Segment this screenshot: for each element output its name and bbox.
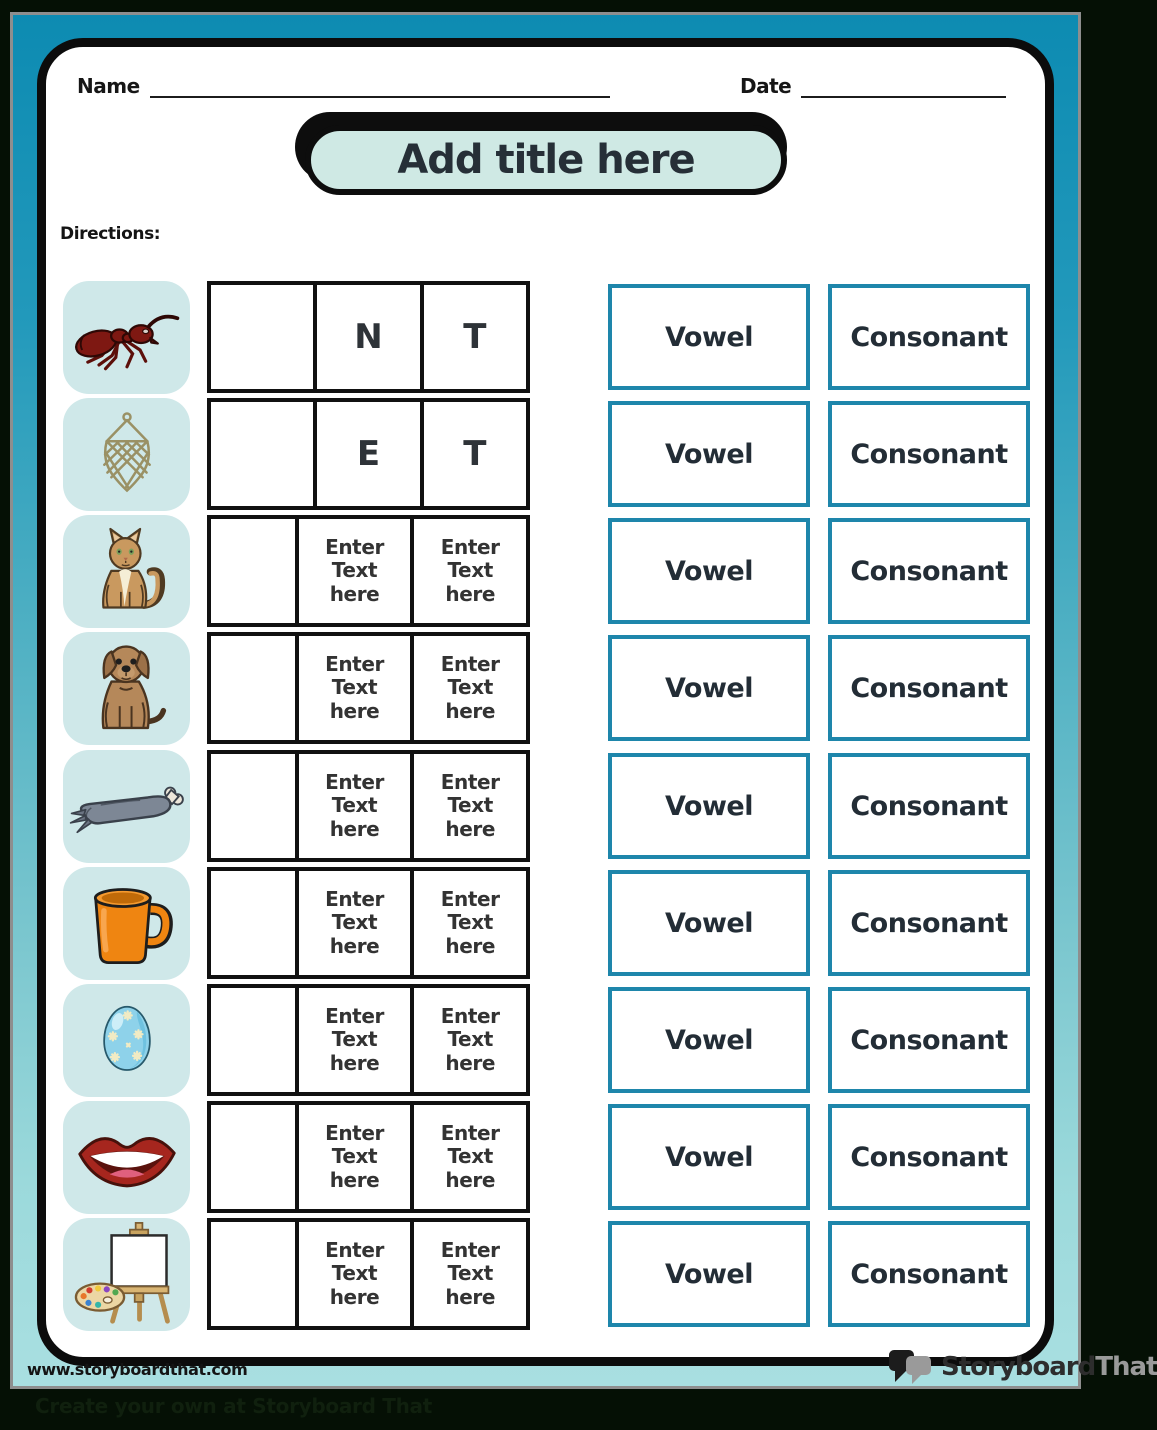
lips-icon <box>74 1117 180 1199</box>
consonant-button[interactable]: Consonant <box>828 870 1030 976</box>
net-icon <box>84 401 170 509</box>
logo-text-secondary: That <box>1095 1352 1157 1382</box>
letter-table <box>207 632 530 744</box>
egg-icon <box>90 990 164 1092</box>
storyboardthat-logo <box>888 1344 1157 1390</box>
bottom-note: Create your own at Storyboard That <box>35 1394 433 1418</box>
picture-card <box>63 632 190 745</box>
consonant-button[interactable]: Consonant <box>828 635 1030 741</box>
letter-cell-3[interactable]: Enter Text here <box>414 1222 526 1326</box>
letter-cell-1[interactable] <box>211 519 295 623</box>
letter-cell-2[interactable]: Enter Text here <box>299 871 411 975</box>
cat-icon <box>79 518 175 626</box>
worksheet-row <box>0 750 1091 863</box>
consonant-button[interactable]: Consonant <box>828 753 1030 859</box>
date-field <box>740 70 1006 98</box>
letter-cell-2[interactable]: Enter Text here <box>299 988 411 1092</box>
consonant-button[interactable]: Consonant <box>828 518 1030 624</box>
vowel-button[interactable]: Vowel <box>608 753 810 859</box>
consonant-button[interactable]: Consonant <box>828 987 1030 1093</box>
letter-table <box>207 984 530 1096</box>
vowel-button[interactable]: Vowel <box>608 635 810 741</box>
letter-cell-2[interactable]: N <box>317 285 419 389</box>
worksheet-row <box>0 867 1091 980</box>
title-banner <box>295 112 787 196</box>
footer-url: www.storyboardthat.com <box>27 1360 248 1379</box>
letter-cell-3[interactable]: Enter Text here <box>414 636 526 740</box>
letter-cell-1[interactable] <box>211 636 295 740</box>
letter-cell-3[interactable]: Enter Text here <box>414 1105 526 1209</box>
name-input-line[interactable] <box>150 70 610 98</box>
date-label: Date <box>740 74 792 98</box>
logo-text-primary: Storyboard <box>941 1352 1096 1382</box>
picture-card <box>63 515 190 628</box>
picture-card <box>63 398 190 511</box>
letter-table <box>207 867 530 979</box>
picture-card <box>63 1101 190 1214</box>
storyboardthat-logo-icon <box>888 1347 934 1387</box>
worksheet-row <box>0 1101 1091 1214</box>
letter-cell-1[interactable] <box>211 754 295 858</box>
letter-cell-1[interactable] <box>211 871 295 975</box>
worksheet-row <box>0 1218 1091 1331</box>
logo-text <box>941 1352 1157 1382</box>
ant-icon <box>71 294 183 382</box>
letter-table <box>207 1101 530 1213</box>
mug-icon <box>76 874 178 974</box>
letter-cell-1[interactable] <box>211 988 295 1092</box>
letter-table <box>207 398 530 510</box>
consonant-button[interactable]: Consonant <box>828 1221 1030 1327</box>
letter-cell-1[interactable] <box>211 1105 295 1209</box>
date-input-line[interactable] <box>801 70 1006 98</box>
consonant-button[interactable]: Consonant <box>828 284 1030 390</box>
letter-cell-2[interactable]: Enter Text here <box>299 1105 411 1209</box>
name-field <box>77 70 610 98</box>
vowel-button[interactable]: Vowel <box>608 870 810 976</box>
letter-table <box>207 515 530 627</box>
worksheet-row <box>0 398 1091 511</box>
worksheet-row <box>0 515 1091 628</box>
letter-cell-2[interactable]: E <box>317 402 419 506</box>
letter-cell-3[interactable]: T <box>424 402 526 506</box>
directions-label: Directions: <box>60 224 161 244</box>
picture-card <box>63 1218 190 1331</box>
easel-icon <box>74 1220 180 1330</box>
arm-icon <box>68 774 186 840</box>
picture-card <box>63 984 190 1097</box>
letter-cell-2[interactable]: Enter Text here <box>299 636 411 740</box>
letter-table <box>207 1218 530 1330</box>
vowel-button[interactable]: Vowel <box>608 401 810 507</box>
worksheet-row <box>0 281 1091 394</box>
vowel-button[interactable]: Vowel <box>608 284 810 390</box>
name-label: Name <box>77 74 140 98</box>
vowel-button[interactable]: Vowel <box>608 518 810 624</box>
consonant-button[interactable]: Consonant <box>828 1104 1030 1210</box>
dog-icon <box>77 634 177 744</box>
letter-cell-1[interactable] <box>211 402 313 506</box>
worksheet-title[interactable]: Add title here <box>305 125 787 195</box>
picture-card <box>63 867 190 980</box>
letter-cell-3[interactable]: Enter Text here <box>414 871 526 975</box>
letter-cell-2[interactable]: Enter Text here <box>299 754 411 858</box>
letter-table <box>207 281 530 393</box>
letter-cell-3[interactable]: T <box>424 285 526 389</box>
letter-table <box>207 750 530 862</box>
vowel-button[interactable]: Vowel <box>608 987 810 1093</box>
letter-cell-2[interactable]: Enter Text here <box>299 519 411 623</box>
letter-cell-2[interactable]: Enter Text here <box>299 1222 411 1326</box>
picture-card <box>63 281 190 394</box>
consonant-button[interactable]: Consonant <box>828 401 1030 507</box>
letter-cell-3[interactable]: Enter Text here <box>414 754 526 858</box>
worksheet-row <box>0 984 1091 1097</box>
letter-cell-1[interactable] <box>211 1222 295 1326</box>
letter-cell-1[interactable] <box>211 285 313 389</box>
worksheet-row <box>0 632 1091 745</box>
letter-cell-3[interactable]: Enter Text here <box>414 519 526 623</box>
picture-card <box>63 750 190 863</box>
vowel-button[interactable]: Vowel <box>608 1221 810 1327</box>
letter-cell-3[interactable]: Enter Text here <box>414 988 526 1092</box>
vowel-button[interactable]: Vowel <box>608 1104 810 1210</box>
